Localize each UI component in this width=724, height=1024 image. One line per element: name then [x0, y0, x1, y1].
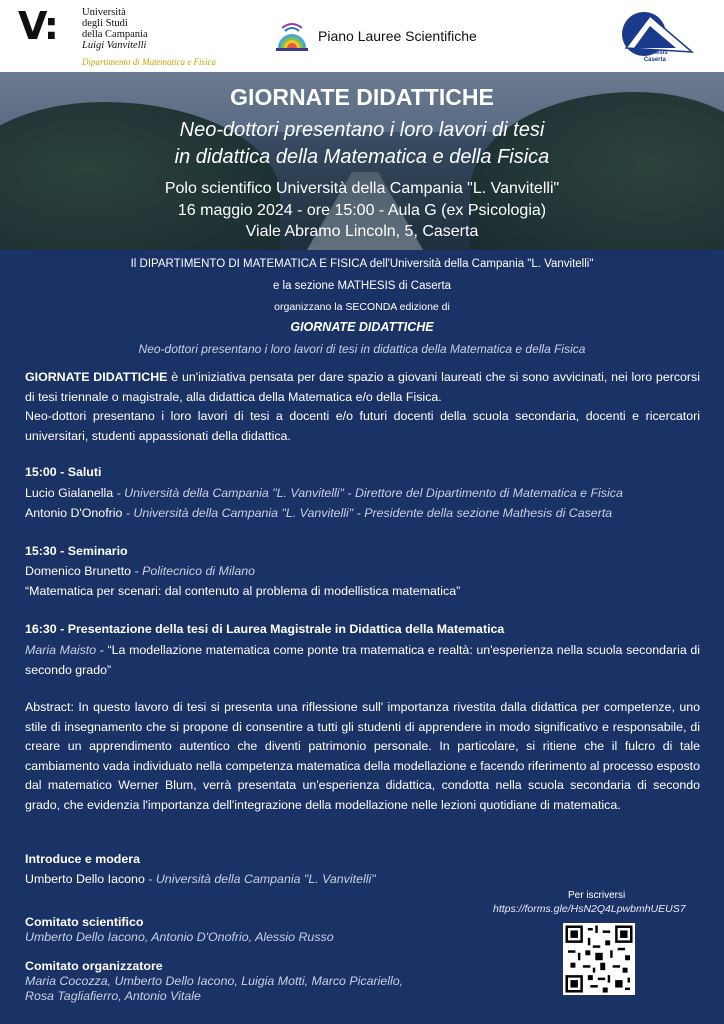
speaker-name: Lucio Gialanella — [25, 486, 114, 500]
description-p1: è un'iniziativa pensata per dare spazio a giovani laureati che si sono avvicinati, nei loro percorsi di tesi triennale o magistrale, alla didattica della Matematica e/o della Fisica. — [25, 370, 700, 404]
event-title: GIORNATE DIDATTICHE — [230, 84, 494, 110]
registration-link[interactable]: https://forms.gle/HsN2Q4LpwbmhUEUS7 — [493, 903, 686, 915]
scientific-committee-label: Comitato scientifico — [25, 915, 144, 929]
moderator-affiliation: - Università della Campania "L. Vanvitelli" — [144, 872, 376, 886]
saluti-heading: 15:00 - Saluti — [25, 465, 102, 479]
department-name: Dipartimento di Matematica e Fisica — [82, 57, 216, 67]
organizer-first: Maria Cocozza — [25, 974, 108, 988]
speaker-row — [25, 506, 612, 520]
moderator-row — [25, 872, 376, 886]
pls-logo-icon — [272, 18, 312, 54]
qr-code-icon[interactable] — [563, 923, 635, 995]
event-venue: Polo scientifico Università della Campania "L. Vanvitelli" — [164, 180, 560, 197]
speaker-name: Maria Maisto — [25, 643, 97, 657]
tesi-abstract: Abstract: In questo lavoro di tesi si presenta una riflessione sull' importanza rivestita dalla didattica per competenze, uno stile di insegnamento che si propone di consentire a tutti gli studenti di apprendere in modo significativo e responsabile, di creare un apprendimento autentico che diventi patrimonio personale. In particolare, si ritiene che il fulcro di tale cambiamento vada individuato nella competenza matematica della modellazione e facendo riferimento al processo esposto dal matematico Werner Blum, verrà presentata un'esperienza didattica, condotta nella scuola secondaria di secondo grado, che evidenzia l'importanza dell'integrazione della modellazione nelle lezioni quotidiane di matematica. — [25, 700, 700, 812]
university-name — [82, 7, 216, 68]
university-line: della Campania — [82, 29, 148, 40]
description-p2: Neo-dottori presentano i loro lavori di tesi a docenti e/o futuri docenti della scuola secondaria, docenti e ricercatori universitari, studenti appassionati della didattica. — [25, 409, 700, 443]
intro-title: GIORNATE DIDATTICHE — [290, 320, 434, 334]
speaker-role: - Università della Campania "L. Vanvitelli" - Presidente della sezione Mathesis di Caserta — [122, 506, 613, 520]
intro-line-1: Il DIPARTIMENTO DI MATEMATICA E FISICA dell'Università della Campania "L. Vanvitelli" — [130, 258, 594, 270]
event-subtitle-2: in didattica della Matematica e della Fisica — [174, 146, 550, 168]
speaker-name: Antonio D'Onofrio — [25, 506, 123, 520]
registration-label: Per iscriversi — [568, 890, 626, 901]
university-line: degli Studi — [82, 18, 128, 29]
moderator-name: Umberto Dello Iacono — [25, 872, 145, 886]
organizing-committee-label: Comitato organizzatore — [25, 959, 163, 973]
speaker-role: - Università della Campania "L. Vanvitelli" - Direttore del Dipartimento di Matematica e Fisica — [113, 486, 623, 500]
mathesis-label — [642, 50, 668, 64]
speaker-name: Domenico Brunetto — [25, 564, 132, 578]
mathesis-line: Caserta — [643, 57, 666, 63]
intro-subtitle: Neo-dottori presentano i loro lavori di tesi in didattica della Matematica e della Fisica — [138, 342, 586, 356]
organizing-committee-line-2: Rosa Tagliafierro, Antonio Vitale — [25, 989, 201, 1003]
event-subtitle-1: Neo-dottori presentano i loro lavori di tesi — [179, 119, 545, 141]
tesi-time: 16:30 — [25, 622, 57, 636]
vanvitelli-logo: V: — [18, 4, 57, 48]
logo-bar — [0, 0, 724, 72]
tesi-heading — [25, 622, 504, 636]
speaker-affiliation: - Politecnico di Milano — [131, 564, 256, 578]
tesi-talk-title: - “La modellazione matematica come ponte tra matematica e realtà: un'esperienza nella scuola secondaria di secondo grado” — [25, 643, 700, 677]
organizers-rest: , Umberto Dello Iacono, Luigia Motti, Marco Picariello, — [107, 974, 404, 988]
university-line: Università — [82, 7, 126, 18]
description — [25, 368, 700, 446]
tesi-heading-text: - Presentazione della tesi di Laurea Magistrale in Didattica della Matematica — [56, 622, 505, 636]
tesi-talk — [25, 641, 700, 680]
seminario-speaker-row — [25, 564, 255, 578]
description-lead: GIORNATE DIDATTICHE — [25, 370, 168, 384]
pls-label: Piano Lauree Scientifiche — [318, 28, 477, 44]
event-address: Viale Abramo Lincoln, 5, Caserta — [245, 223, 479, 240]
organizing-committee-line-1 — [25, 974, 403, 988]
moderator-label: Introduce e modera — [25, 852, 140, 866]
scientific-committee-members: Umberto Dello Iacono, Antonio D'Onofrio, Alessio Russo — [25, 930, 334, 944]
speaker-row — [25, 486, 623, 500]
seminario-heading: 15:30 - Seminario — [25, 544, 128, 558]
intro-line-2: e la sezione MATHESIS di Caserta — [272, 280, 452, 292]
event-date: 16 maggio 2024 - ore 15:00 - Aula G (ex Psicologia) — [177, 202, 547, 219]
intro-line-3: organizzano la SECONDA edizione di — [274, 301, 450, 313]
mathesis-line: Mathesis — [642, 50, 668, 56]
university-line: Luigi Vanvitelli — [82, 40, 147, 51]
seminario-talk-title: “Matematica per scenari: dal contenuto al problema di modellistica matematica” — [25, 584, 461, 598]
